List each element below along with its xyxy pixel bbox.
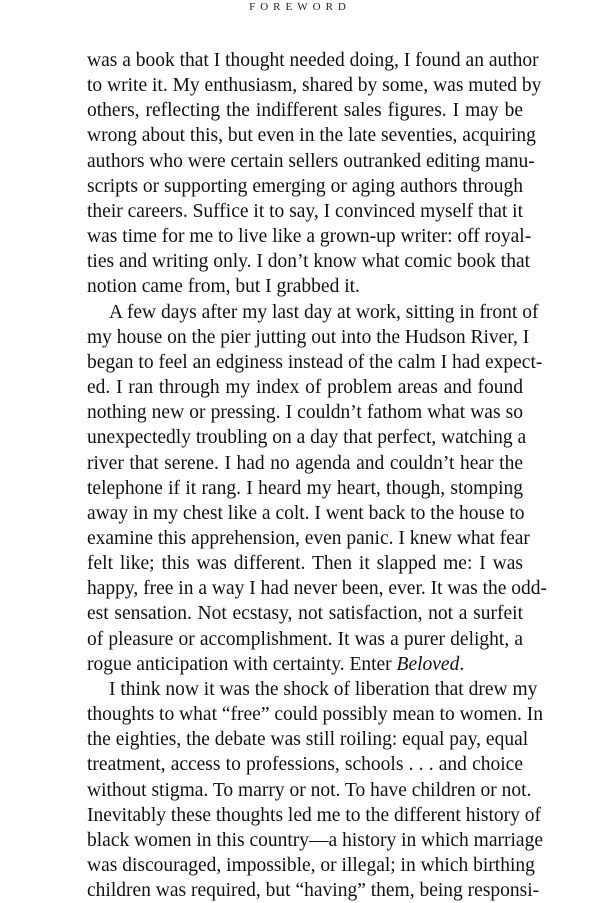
body-text [87,48,548,903]
text-line: happy, free in a way I had never been, ever. It was the odd- [87,578,548,600]
text-line: wrong about this, but even in the late seventies, acquiring [87,125,536,147]
paragraph-2 [87,300,548,677]
text-line: treatment, access to professions, schools . . . and choice [87,754,523,776]
paragraph-3 [87,677,543,903]
text-line: black women in this country—a history in which marriage [87,829,543,851]
text-line: others, reflecting the indifferent sales figures. I may be [87,100,523,122]
text-line: to write it. My enthusiasm, shared by some, was muted by [87,75,542,97]
text-line: children was required, but “having” them, being responsi- [87,880,540,902]
text-line: nothing new or pressing. I couldn’t fathom what was so [87,402,523,424]
text-line: thoughts to what “free” could possibly mean to women. In [87,704,543,726]
text-line: telephone if it rang. I heard my heart, though, stomping [87,477,523,499]
text-line: scripts or supporting emerging or aging authors through [87,175,523,197]
text-line: without stigma. To marry or not. To have children or not. [87,779,532,801]
text-line: A few days after my last day at work, sitting in front of [109,301,539,323]
text-run: rogue anticipation with certainty. Enter [87,653,397,675]
text-line: the eighties, the debate was still roiling: equal pay, equal [87,729,529,751]
text-line: unexpectedly troubling on a day that perfect, watching a [87,427,527,449]
text-line: began to feel an edginess instead of the calm I had expect- [87,351,543,373]
text-line: my house on the pier jutting out into the Hudson River, I [87,326,530,348]
text-line-with-title [87,652,523,677]
text-line: of pleasure or accomplishment. It was a purer delight, a [87,628,523,650]
text-line: their careers. Suffice it to say, I convinced myself that it [87,200,523,222]
text-line: authors who were certain sellers outranked editing manu- [87,150,535,172]
text-line: river that serene. I had no agenda and couldn’t hear the [87,452,523,474]
text-line: Inevitably these thoughts led me to the different history of [87,804,541,826]
book-title: Beloved [396,653,460,675]
text-line: ties and writing only. I don’t know what comic book that [87,251,531,273]
text-line: was discouraged, impossible, or illegal; in which birthing [87,855,535,876]
text-line: felt like; this was different. Then it slapped me: I was [87,553,523,575]
text-line: ed. I ran through my index of problem areas and found [87,377,523,399]
text-line: notion came from, but I grabbed it. [87,276,360,298]
paragraph-1 [87,48,542,300]
text-line: was a book that I thought needed doing, I found an author [87,50,539,71]
running-head: FOREWORD [249,1,351,13]
text-line: was time for me to live like a grown-up writer: off royal- [87,226,532,248]
text-line: examine this apprehension, even panic. I knew what fear [87,527,530,549]
text-line: away in my chest like a colt. I went back to the house to [87,502,525,524]
text-run: . [459,653,465,675]
text-line: est sensation. Not ecstasy, not satisfaction, not a surfeit [87,603,523,625]
text-line: I think now it was the shock of liberation that drew my [109,678,538,700]
